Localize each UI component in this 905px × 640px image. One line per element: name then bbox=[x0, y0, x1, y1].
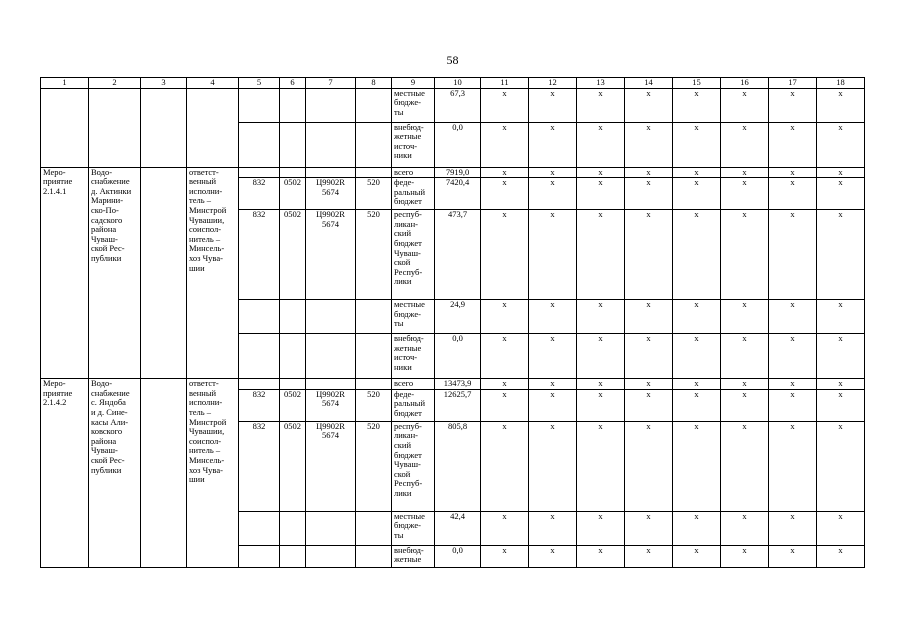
x-mark: х bbox=[481, 300, 529, 334]
vr-cell bbox=[356, 334, 392, 379]
funding-source: всего bbox=[392, 167, 435, 178]
rz-cell bbox=[280, 88, 306, 122]
column-number: 16 bbox=[721, 78, 769, 89]
x-mark: х bbox=[577, 178, 625, 210]
vr-cell bbox=[356, 122, 392, 167]
x-mark: х bbox=[769, 545, 817, 567]
rz-code: 0502 bbox=[280, 210, 306, 300]
x-mark: х bbox=[721, 300, 769, 334]
amount-value: 67,3 bbox=[435, 88, 481, 122]
grbs-cell bbox=[239, 379, 280, 390]
x-mark: х bbox=[817, 379, 865, 390]
x-mark: х bbox=[817, 421, 865, 511]
measure-name-cell bbox=[89, 88, 141, 167]
x-mark: х bbox=[529, 178, 577, 210]
x-mark: х bbox=[577, 545, 625, 567]
x-mark: х bbox=[529, 389, 577, 421]
x-mark: х bbox=[769, 167, 817, 178]
grbs-code: 832 bbox=[239, 389, 280, 421]
x-mark: х bbox=[577, 210, 625, 300]
x-mark: х bbox=[673, 210, 721, 300]
x-mark: х bbox=[673, 379, 721, 390]
csr-cell bbox=[306, 167, 356, 178]
funding-source: местные бюдже- ты bbox=[392, 300, 435, 334]
x-mark: х bbox=[481, 334, 529, 379]
x-mark: х bbox=[673, 334, 721, 379]
vr-code: 520 bbox=[356, 210, 392, 300]
grbs-cell bbox=[239, 167, 280, 178]
x-mark: х bbox=[481, 210, 529, 300]
rz-cell bbox=[280, 300, 306, 334]
x-mark: х bbox=[769, 389, 817, 421]
amount-value: 12625,7 bbox=[435, 389, 481, 421]
funding-source: всего bbox=[392, 379, 435, 390]
x-mark: х bbox=[721, 88, 769, 122]
x-mark: х bbox=[769, 334, 817, 379]
csr-code: Ц9902R 5674 bbox=[306, 210, 356, 300]
empty-cell bbox=[141, 167, 187, 379]
column-number: 14 bbox=[625, 78, 673, 89]
x-mark: х bbox=[625, 421, 673, 511]
vr-cell bbox=[356, 88, 392, 122]
x-mark: х bbox=[529, 379, 577, 390]
grbs-code: 832 bbox=[239, 421, 280, 511]
amount-value: 0,0 bbox=[435, 122, 481, 167]
x-mark: х bbox=[529, 167, 577, 178]
csr-code: Ц9902R 5674 bbox=[306, 421, 356, 511]
vr-code: 520 bbox=[356, 421, 392, 511]
x-mark: х bbox=[625, 334, 673, 379]
csr-code: Ц9902R 5674 bbox=[306, 178, 356, 210]
vr-code: 520 bbox=[356, 389, 392, 421]
x-mark: х bbox=[577, 421, 625, 511]
rz-cell bbox=[280, 334, 306, 379]
budget-table bbox=[40, 77, 865, 568]
rz-cell bbox=[280, 167, 306, 178]
x-mark: х bbox=[481, 379, 529, 390]
amount-value: 0,0 bbox=[435, 334, 481, 379]
x-mark: х bbox=[481, 389, 529, 421]
csr-cell bbox=[306, 511, 356, 545]
x-mark: х bbox=[817, 210, 865, 300]
csr-cell bbox=[306, 122, 356, 167]
x-mark: х bbox=[817, 167, 865, 178]
empty-cell bbox=[141, 88, 187, 167]
x-mark: х bbox=[769, 511, 817, 545]
csr-code: Ц9902R 5674 bbox=[306, 389, 356, 421]
x-mark: х bbox=[721, 421, 769, 511]
column-number: 10 bbox=[435, 78, 481, 89]
x-mark: х bbox=[625, 210, 673, 300]
x-mark: х bbox=[625, 511, 673, 545]
vr-cell bbox=[356, 167, 392, 178]
vr-cell bbox=[356, 379, 392, 390]
x-mark: х bbox=[817, 122, 865, 167]
column-number: 9 bbox=[392, 78, 435, 89]
funding-source: внебюд- жетные bbox=[392, 545, 435, 567]
x-mark: х bbox=[577, 389, 625, 421]
funding-source: внебюд- жетные источ- ники bbox=[392, 334, 435, 379]
x-mark: х bbox=[577, 88, 625, 122]
amount-value: 0,0 bbox=[435, 545, 481, 567]
x-mark: х bbox=[721, 210, 769, 300]
x-mark: х bbox=[673, 511, 721, 545]
column-number: 18 bbox=[817, 78, 865, 89]
grbs-cell bbox=[239, 122, 280, 167]
funding-source: феде- ральный бюджет bbox=[392, 178, 435, 210]
x-mark: х bbox=[529, 210, 577, 300]
column-number: 1 bbox=[41, 78, 89, 89]
x-mark: х bbox=[817, 88, 865, 122]
x-mark: х bbox=[625, 545, 673, 567]
amount-value: 473,7 bbox=[435, 210, 481, 300]
measure-name: Водо- снабжение с. Яндоба и д. Сине- касы Али- ковского района Чуваш- ской Рес- публики bbox=[89, 379, 141, 568]
x-mark: х bbox=[721, 545, 769, 567]
rz-cell bbox=[280, 379, 306, 390]
rz-cell bbox=[280, 511, 306, 545]
x-mark: х bbox=[673, 167, 721, 178]
executor: ответст- венный исполни- тель – Минстрой Чувашии, соиспол- нитель – Минсель- хоз Чува- шии bbox=[187, 167, 239, 379]
x-mark: х bbox=[817, 511, 865, 545]
amount-value: 805,8 bbox=[435, 421, 481, 511]
table-row bbox=[41, 167, 865, 178]
table-row bbox=[41, 88, 865, 122]
table-row bbox=[41, 379, 865, 390]
x-mark: х bbox=[817, 334, 865, 379]
column-number: 4 bbox=[187, 78, 239, 89]
executor: ответст- венный исполни- тель – Минстрой Чувашии, соиспол- нитель – Минсель- хоз Чува- шии bbox=[187, 379, 239, 568]
funding-source: внебюд- жетные источ- ники bbox=[392, 122, 435, 167]
column-number-row bbox=[41, 78, 865, 89]
x-mark: х bbox=[625, 379, 673, 390]
x-mark: х bbox=[529, 545, 577, 567]
x-mark: х bbox=[625, 178, 673, 210]
csr-cell bbox=[306, 379, 356, 390]
x-mark: х bbox=[721, 379, 769, 390]
funding-source: респуб- ликан- ский бюджет Чуваш- ской Респуб- лики bbox=[392, 421, 435, 511]
x-mark: х bbox=[481, 511, 529, 545]
x-mark: х bbox=[481, 88, 529, 122]
x-mark: х bbox=[721, 178, 769, 210]
column-number: 3 bbox=[141, 78, 187, 89]
amount-value: 13473,9 bbox=[435, 379, 481, 390]
x-mark: х bbox=[721, 167, 769, 178]
rz-code: 0502 bbox=[280, 421, 306, 511]
x-mark: х bbox=[481, 178, 529, 210]
x-mark: х bbox=[625, 167, 673, 178]
csr-cell bbox=[306, 334, 356, 379]
column-number: 2 bbox=[89, 78, 141, 89]
x-mark: х bbox=[577, 122, 625, 167]
rz-code: 0502 bbox=[280, 178, 306, 210]
x-mark: х bbox=[481, 167, 529, 178]
grbs-cell bbox=[239, 334, 280, 379]
page-number: 58 bbox=[446, 53, 459, 67]
csr-cell bbox=[306, 88, 356, 122]
x-mark: х bbox=[529, 300, 577, 334]
funding-source: феде- ральный бюджет bbox=[392, 389, 435, 421]
column-number: 7 bbox=[306, 78, 356, 89]
x-mark: х bbox=[481, 421, 529, 511]
vr-cell bbox=[356, 511, 392, 545]
x-mark: х bbox=[625, 389, 673, 421]
funding-source: местные бюдже- ты bbox=[392, 88, 435, 122]
x-mark: х bbox=[577, 511, 625, 545]
x-mark: х bbox=[769, 379, 817, 390]
x-mark: х bbox=[769, 210, 817, 300]
vr-cell bbox=[356, 545, 392, 567]
x-mark: х bbox=[625, 88, 673, 122]
x-mark: х bbox=[529, 421, 577, 511]
x-mark: х bbox=[721, 122, 769, 167]
measure-code: Меро- приятие 2.1.4.2 bbox=[41, 379, 89, 568]
funding-source: респуб- ликан- ский бюджет Чуваш- ской Респуб- лики bbox=[392, 210, 435, 300]
executor-cell bbox=[187, 88, 239, 167]
x-mark: х bbox=[529, 334, 577, 379]
x-mark: х bbox=[577, 379, 625, 390]
measure-code: Меро- приятие 2.1.4.1 bbox=[41, 167, 89, 379]
rz-cell bbox=[280, 545, 306, 567]
x-mark: х bbox=[529, 88, 577, 122]
x-mark: х bbox=[673, 300, 721, 334]
column-number: 12 bbox=[529, 78, 577, 89]
x-mark: х bbox=[721, 389, 769, 421]
x-mark: х bbox=[481, 122, 529, 167]
x-mark: х bbox=[529, 511, 577, 545]
x-mark: х bbox=[769, 421, 817, 511]
grbs-cell bbox=[239, 300, 280, 334]
x-mark: х bbox=[769, 122, 817, 167]
x-mark: х bbox=[673, 389, 721, 421]
x-mark: х bbox=[673, 545, 721, 567]
grbs-cell bbox=[239, 511, 280, 545]
x-mark: х bbox=[625, 122, 673, 167]
column-number: 15 bbox=[673, 78, 721, 89]
column-number: 13 bbox=[577, 78, 625, 89]
column-number: 6 bbox=[280, 78, 306, 89]
amount-value: 7919,0 bbox=[435, 167, 481, 178]
x-mark: х bbox=[817, 178, 865, 210]
column-number: 17 bbox=[769, 78, 817, 89]
column-number: 8 bbox=[356, 78, 392, 89]
amount-value: 24,9 bbox=[435, 300, 481, 334]
column-number: 5 bbox=[239, 78, 280, 89]
rz-cell bbox=[280, 122, 306, 167]
x-mark: х bbox=[721, 511, 769, 545]
x-mark: х bbox=[817, 545, 865, 567]
x-mark: х bbox=[817, 389, 865, 421]
measure-name: Водо- снабжение д. Актинки Марини- ско-По- садского района Чуваш- ской Рес- публики bbox=[89, 167, 141, 379]
rz-code: 0502 bbox=[280, 389, 306, 421]
grbs-cell bbox=[239, 545, 280, 567]
x-mark: х bbox=[769, 300, 817, 334]
x-mark: х bbox=[769, 178, 817, 210]
x-mark: х bbox=[577, 334, 625, 379]
x-mark: х bbox=[625, 300, 673, 334]
x-mark: х bbox=[721, 334, 769, 379]
grbs-code: 832 bbox=[239, 210, 280, 300]
csr-cell bbox=[306, 545, 356, 567]
csr-cell bbox=[306, 300, 356, 334]
x-mark: х bbox=[577, 167, 625, 178]
vr-code: 520 bbox=[356, 178, 392, 210]
x-mark: х bbox=[673, 88, 721, 122]
x-mark: х bbox=[769, 88, 817, 122]
column-number: 11 bbox=[481, 78, 529, 89]
x-mark: х bbox=[673, 178, 721, 210]
amount-value: 7420,4 bbox=[435, 178, 481, 210]
empty-cell bbox=[141, 379, 187, 568]
x-mark: х bbox=[673, 421, 721, 511]
vr-cell bbox=[356, 300, 392, 334]
measure-code-cell bbox=[41, 88, 89, 167]
x-mark: х bbox=[481, 545, 529, 567]
amount-value: 42,4 bbox=[435, 511, 481, 545]
x-mark: х bbox=[817, 300, 865, 334]
grbs-code: 832 bbox=[239, 178, 280, 210]
grbs-cell bbox=[239, 88, 280, 122]
x-mark: х bbox=[529, 122, 577, 167]
x-mark: х bbox=[577, 300, 625, 334]
funding-source: местные бюдже- ты bbox=[392, 511, 435, 545]
x-mark: х bbox=[673, 122, 721, 167]
